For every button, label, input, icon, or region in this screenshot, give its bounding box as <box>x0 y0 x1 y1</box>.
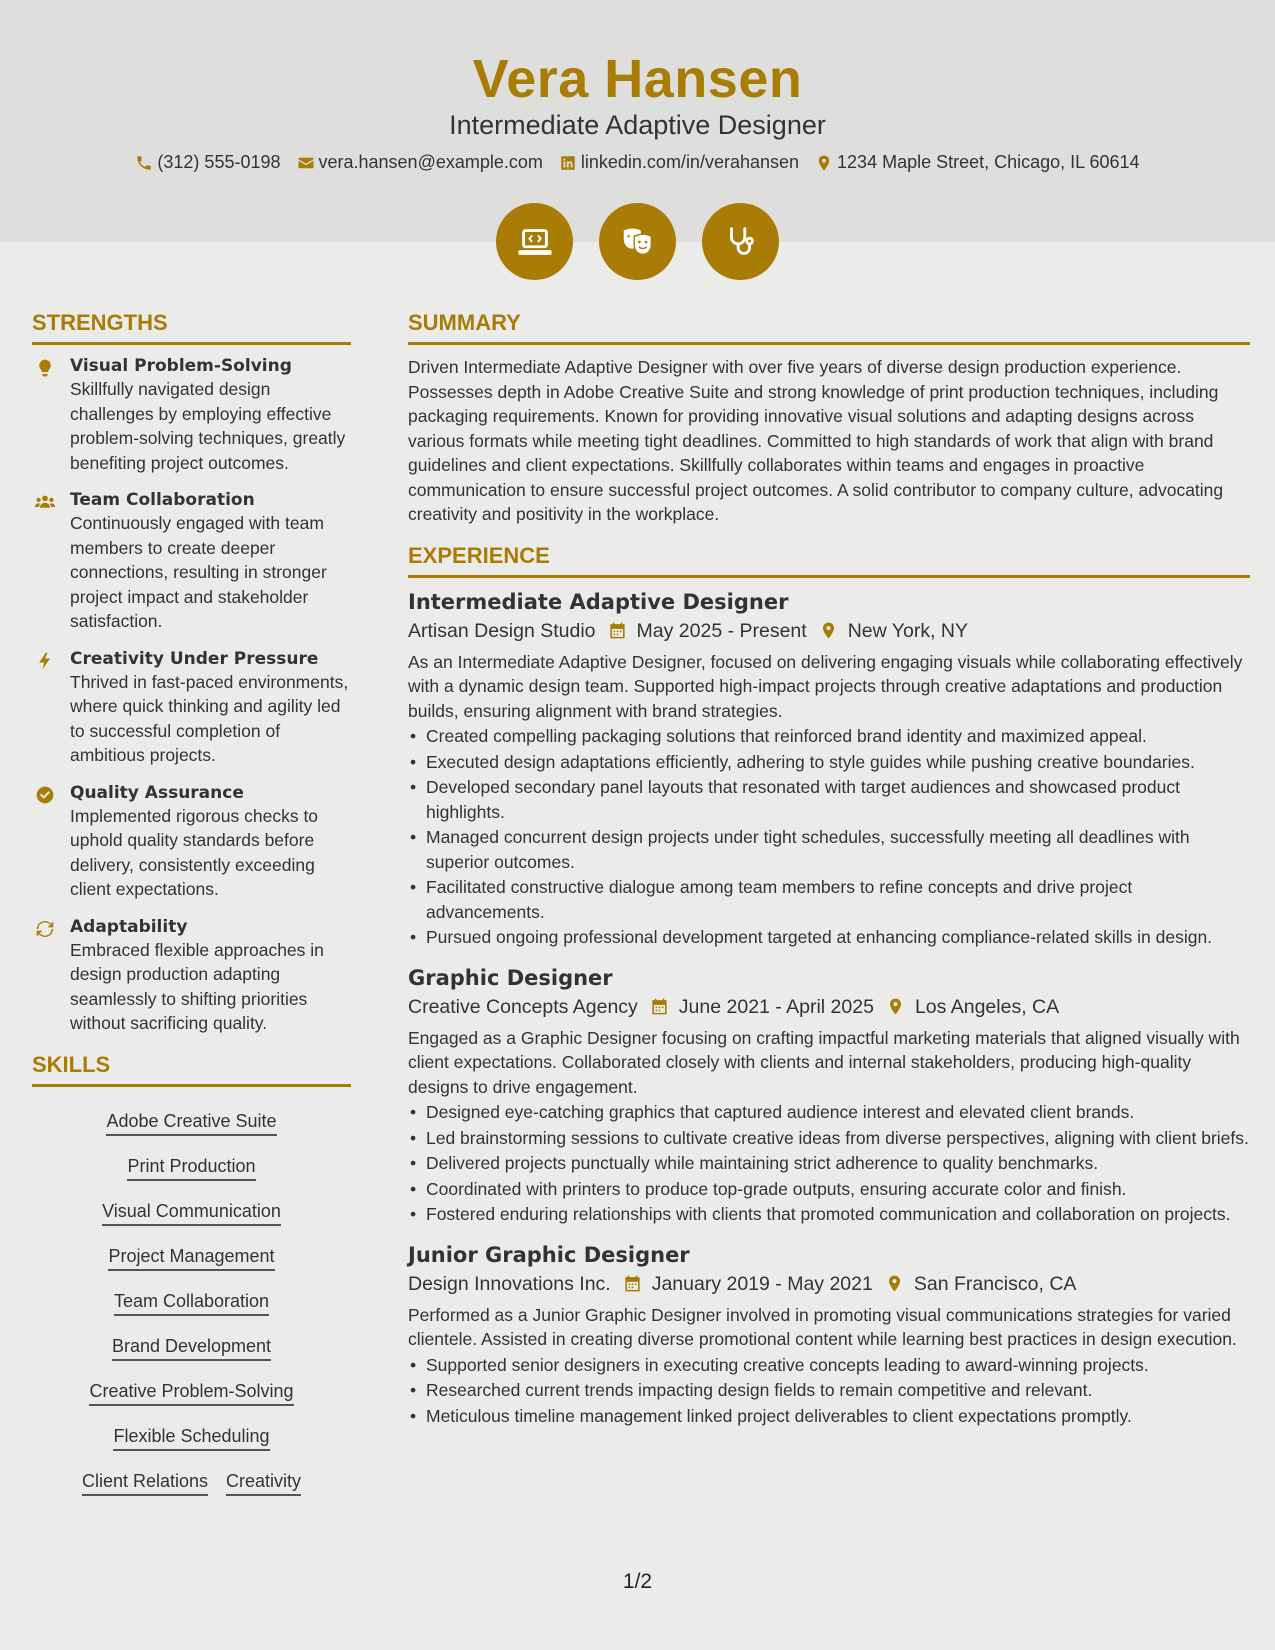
strength-item <box>32 782 351 902</box>
strength-desc: Skillfully navigated design challenges by employing effective problem-solving techniques, greatly benefiting project outcomes. <box>70 379 346 473</box>
skill-tag: Team Collaboration <box>114 1284 269 1316</box>
job-entry <box>408 964 1250 1227</box>
address-text: 1234 Maple Street, Chicago, IL 60614 <box>837 152 1140 172</box>
strength-item <box>32 489 351 634</box>
sync-icon <box>35 919 55 939</box>
contact-row <box>0 152 1275 173</box>
calendar-icon <box>623 1274 642 1293</box>
left-column <box>32 308 351 1506</box>
job-dates: May 2025 - Present <box>636 619 807 642</box>
theater-masks-icon <box>599 203 676 280</box>
linkedin-text[interactable]: linkedin.com/in/verahansen <box>580 152 800 172</box>
strength-desc: Thrived in fast-paced environments, where quick thinking and agility led to successful completion of ambitious projects. <box>70 671 349 765</box>
interest-icons <box>0 203 1275 280</box>
skills-heading: SKILLS <box>32 1050 351 1087</box>
job-bullet: • Managed concurrent design projects under tight schedules, successfully meeting all deadlines with superior outcomes. <box>408 825 1250 874</box>
job-dates: January 2019 - May 2021 <box>651 1272 873 1295</box>
job-bullet: • Created compelling packaging solutions that reinforced brand identity and maximized appeal. <box>408 724 1250 749</box>
job-bullet: • Meticulous timeline management linked project deliverables to client expectations promptly. <box>408 1404 1250 1429</box>
job-description: Engaged as a Graphic Designer focusing on crafting impactful marketing materials that aligned visually with client expectations. Collaborated closely with clients and internal stakeholders, producing high-quality designs to drive engagement. <box>408 1027 1240 1097</box>
check-circle-icon <box>35 785 55 805</box>
job-meta <box>408 1269 1250 1299</box>
skill-tag: Creative Problem-Solving <box>89 1374 293 1406</box>
job-bullet: • Delivered projects punctually while maintaining strict adherence to quality benchmarks. <box>408 1151 1250 1176</box>
strength-desc: Continuously engaged with team members to create deeper connections, resulting in stronger project impact and stakeholder satisfaction. <box>70 513 327 631</box>
calendar-icon <box>608 621 627 640</box>
job-description: Performed as a Junior Graphic Designer involved in promoting visual communications strategies for varied clientele. Assisted in creating diverse promotional content while learning best practices in design execution. <box>408 1304 1237 1349</box>
laptop-code-icon <box>496 203 573 280</box>
skills-list <box>32 1097 351 1506</box>
job-title: Junior Graphic Designer <box>408 1242 690 1267</box>
skill-tag: Client Relations <box>82 1464 208 1496</box>
job-description: As an Intermediate Adaptive Designer, focused on delivering engaging visuals while collaborating effectively with a dynamic design team. Supported high-impact projects through creative adaptations and production builds, ensuring alignment with brand strategies. <box>408 651 1243 721</box>
map-marker-icon <box>815 154 833 172</box>
skill-tag: Print Production <box>127 1149 255 1181</box>
lightbulb-icon <box>35 358 55 378</box>
strength-title: Quality Assurance <box>70 782 244 803</box>
right-column <box>408 308 1250 1442</box>
phone-text: (312) 555-0198 <box>157 152 281 172</box>
map-marker-icon <box>886 997 905 1016</box>
job-bullets <box>408 1100 1250 1227</box>
candidate-title: Intermediate Adaptive Designer <box>449 110 826 140</box>
map-marker-icon <box>819 621 838 640</box>
job-bullets <box>408 724 1250 950</box>
job-title: Intermediate Adaptive Designer <box>408 589 789 614</box>
strengths-list <box>32 355 351 1036</box>
stethoscope-icon <box>702 203 779 280</box>
phone-icon <box>135 154 153 172</box>
job-company: Design Innovations Inc. <box>408 1272 611 1295</box>
job-bullet: • Pursued ongoing professional development targeted at enhancing compliance-related skills in design. <box>408 925 1250 950</box>
job-bullet: • Researched current trends impacting design fields to remain competitive and relevant. <box>408 1378 1250 1403</box>
strength-item <box>32 648 351 768</box>
linkedin-icon <box>559 154 577 172</box>
skill-tag: Visual Communication <box>102 1194 281 1226</box>
contact-linkedin[interactable] <box>559 152 799 173</box>
envelope-icon <box>297 154 315 172</box>
job-entry <box>408 588 1250 950</box>
candidate-name: Vera Hansen <box>472 49 803 109</box>
job-meta <box>408 992 1250 1022</box>
job-bullet: • Fostered enduring relationships with clients that promoted communication and collaboration on projects. <box>408 1202 1250 1227</box>
job-bullets <box>408 1353 1250 1429</box>
summary-text: Driven Intermediate Adaptive Designer with over five years of diverse design production experience. Possesses depth in Adobe Creative Suite and strong knowledge of print production techniques, including packaging requirements. Known for providing innovative visual solutions and adapting designs across various formats while meeting tight deadlines. Committed to high standards of work that align with brand guidelines and client expectations. Skillfully collaborates within teams and engages in proactive communication to ensure successful project outcomes. A solid contributor to company culture, advocating creativity and positivity in the workplace. <box>408 357 1224 524</box>
strength-desc: Embraced flexible approaches in design production adapting seamlessly to shifting priorities without sacrificing quality. <box>70 939 324 1033</box>
job-location: New York, NY <box>847 619 969 642</box>
job-bullet: • Designed eye-catching graphics that captured audience interest and elevated client brands. <box>408 1100 1250 1125</box>
job-company: Creative Concepts Agency <box>408 995 638 1018</box>
contact-phone <box>135 152 280 173</box>
job-company: Artisan Design Studio <box>408 619 596 642</box>
job-bullet: • Developed secondary panel layouts that resonated with target audiences and showcased product highlights. <box>408 775 1250 824</box>
strengths-heading: STRENGTHS <box>32 308 351 345</box>
job-entry <box>408 1241 1250 1429</box>
job-bullet: • Led brainstorming sessions to cultivate creative ideas from diverse perspectives, aligning with client briefs. <box>408 1126 1250 1151</box>
job-bullet: • Coordinated with printers to produce top-grade outputs, ensuring accurate color and finish. <box>408 1177 1250 1202</box>
job-location: San Francisco, CA <box>913 1272 1077 1295</box>
job-bullet: • Executed design adaptations efficiently, adhering to style guides while pushing creative boundaries. <box>408 750 1250 775</box>
contact-address <box>815 152 1140 173</box>
strength-desc: Implemented rigorous checks to uphold quality standards before delivery, consistently exceeding client expectations. <box>70 805 319 899</box>
job-bullet: • Facilitated constructive dialogue among team members to refine concepts and drive project advancements. <box>408 875 1250 924</box>
contact-email[interactable] <box>297 152 543 173</box>
strength-item <box>32 355 351 475</box>
skill-tag: Brand Development <box>112 1329 271 1361</box>
skill-tag: Flexible Scheduling <box>113 1419 269 1451</box>
skill-tag: Project Management <box>108 1239 274 1271</box>
job-location: Los Angeles, CA <box>914 995 1060 1018</box>
page-number: 1/2 <box>622 1570 653 1593</box>
email-text[interactable]: vera.hansen@example.com <box>318 152 543 172</box>
strength-title: Adaptability <box>70 916 188 937</box>
job-dates: June 2021 - April 2025 <box>678 995 874 1018</box>
calendar-icon <box>650 997 669 1016</box>
skill-tag: Adobe Creative Suite <box>106 1104 276 1136</box>
job-title: Graphic Designer <box>408 965 613 990</box>
job-meta <box>408 616 1250 646</box>
summary-heading: SUMMARY <box>408 308 1250 345</box>
strength-title: Team Collaboration <box>70 490 255 510</box>
bolt-icon <box>35 651 55 671</box>
skill-tag: Creativity <box>226 1464 301 1496</box>
job-bullet: • Supported senior designers in executing creative concepts leading to award-winning projects. <box>408 1353 1250 1378</box>
experience-heading: EXPERIENCE <box>408 541 1250 578</box>
map-marker-icon <box>885 1274 904 1293</box>
strength-title: Creativity Under Pressure <box>70 648 319 669</box>
users-icon <box>35 492 55 512</box>
strength-item <box>32 916 351 1036</box>
strength-title: Visual Problem-Solving <box>70 356 292 376</box>
